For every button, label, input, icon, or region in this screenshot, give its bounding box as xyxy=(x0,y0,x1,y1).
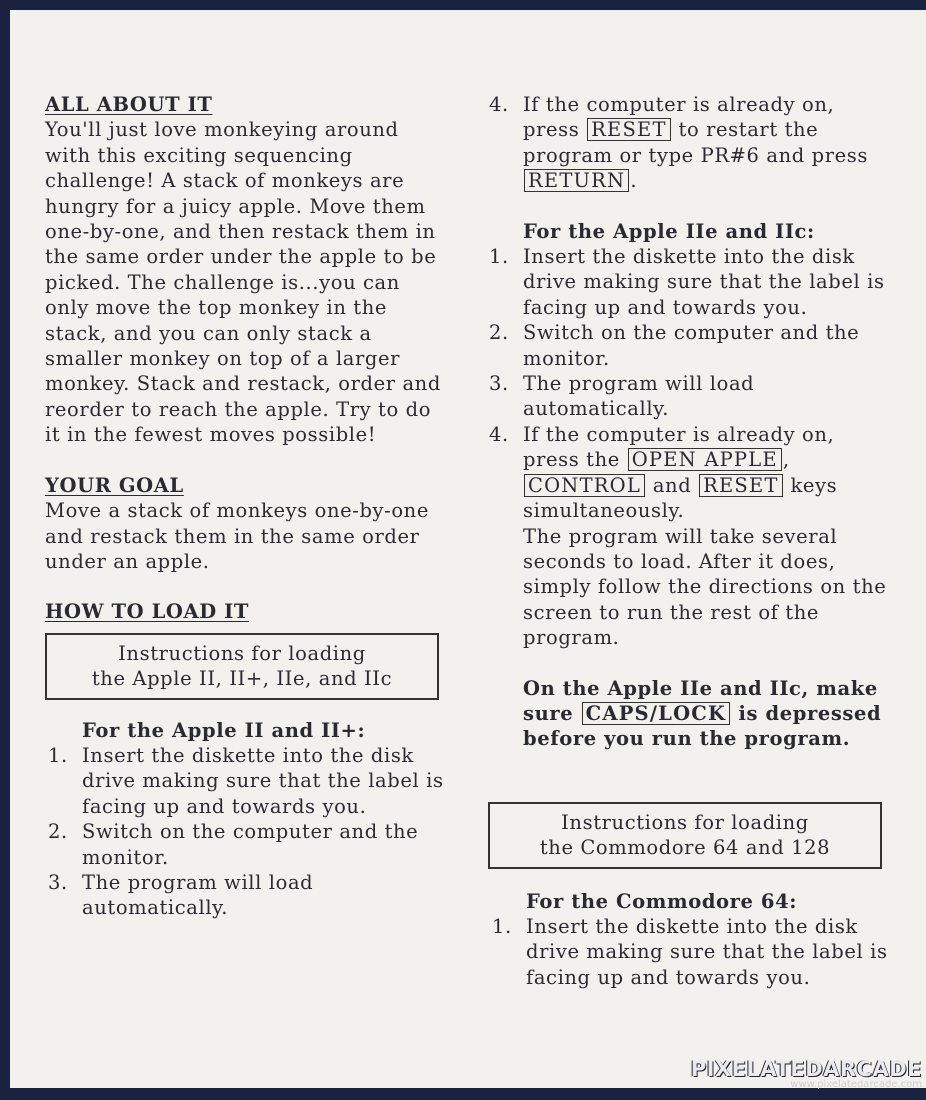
return-key: RETURN xyxy=(524,169,629,192)
right-column xyxy=(486,92,896,990)
list-item: 1. Insert the diskette into the disk drive making sure that the label is facing up and towards you. xyxy=(492,914,888,989)
list-item: 1. Insert the diskette into the disk drive making sure that the label is facing up and towards you. xyxy=(48,743,444,818)
apple2e-heading: For the Apple IIe and IIc: xyxy=(523,219,815,243)
reset-key: RESET xyxy=(587,118,671,141)
apple2e-steps xyxy=(486,244,896,651)
about-heading: ALL ABOUT IT xyxy=(45,93,213,116)
about-text: You'll just love monkeying around with this exciting sequencing challenge! A stack of monkeys are hungry for a juicy apple. Move them one-by-one, and then restack them in the same order under the apple to be picked. The challenge is...you can only move the top monkey in the stack, and you can only stack a smaller monkey on top of a larger monkey. Stack and restack, order and reorder to reach the apple. Try to do it in the fewest moves possible! xyxy=(45,118,441,447)
c64-instructions-box xyxy=(488,802,882,869)
caps-lock-key: CAPS/LOCK xyxy=(582,702,730,725)
control-key: CONTROL xyxy=(524,474,645,497)
load-heading: HOW TO LOAD IT xyxy=(45,600,249,624)
goal-text: Move a stack of monkeys one-by-one and restack them in the same order under an apple. xyxy=(45,499,429,573)
apple-box-line1: Instructions for loading xyxy=(118,641,366,665)
list-item: 3. The program will load automatically. xyxy=(48,870,314,920)
watermark-logo: PIXELATEDARCADE xyxy=(690,1057,922,1081)
list-item: 2. Switch on the computer and the monitor. xyxy=(48,820,419,869)
list-item: 3. The program will load automatically. xyxy=(489,372,755,421)
watermark xyxy=(691,1057,922,1090)
apple-instructions-box xyxy=(45,633,439,700)
left-column xyxy=(45,92,445,921)
apple2-steps xyxy=(45,743,445,921)
watermark-url: www.pixelatedarcade.com xyxy=(790,1079,922,1090)
open-apple-key: OPEN APPLE xyxy=(628,448,782,471)
apple2-heading: For the Apple II and II+: xyxy=(82,718,366,742)
c64-heading: For the Commodore 64: xyxy=(526,889,798,913)
list-item: 4. If the computer is already on, press the OPEN APPLE , CONTROL and RESET keys simultaneously. The program will take several seconds to load. After it does, simply follow the directions on the screen to run the rest of the program. xyxy=(489,422,887,650)
apple2-step4 xyxy=(486,92,896,194)
c64-box-line1: Instructions for loading xyxy=(561,810,809,834)
caps-lock-note: On the Apple IIe and IIc, make sure CAPS/LOCK is depressed before you run the program. xyxy=(523,676,882,751)
apple-box-line2: the Apple II, II+, IIe, and IIc xyxy=(91,667,393,691)
list-item: 1. Insert the diskette into the disk drive making sure that the label is facing up and towards you. xyxy=(489,245,885,319)
list-item: 2. Switch on the computer and the monitor. xyxy=(489,321,860,370)
c64-steps xyxy=(486,914,896,990)
c64-box-line2: the Commodore 64 and 128 xyxy=(539,836,831,860)
reset-key-2: RESET xyxy=(699,474,783,497)
goal-heading: YOUR GOAL xyxy=(45,473,184,497)
list-item: 4. If the computer is already on, press RESET to restart the program or type PR#6 and press RETURN . xyxy=(489,93,868,193)
